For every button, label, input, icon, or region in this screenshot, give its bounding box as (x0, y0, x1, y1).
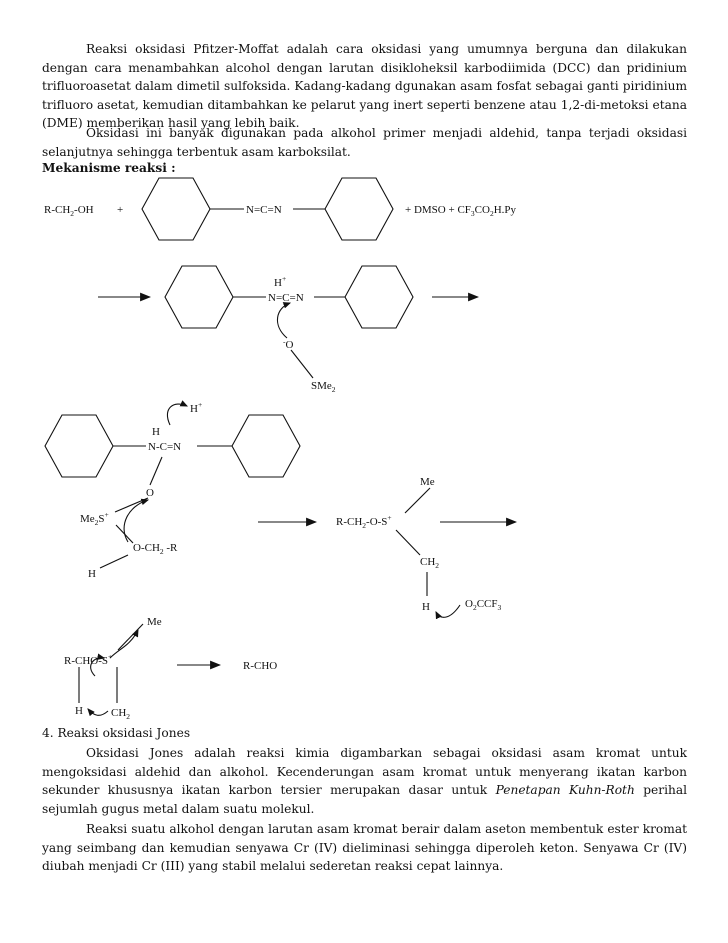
cyclohexyl-ring-5 (45, 415, 113, 477)
alkoxysulfonium-label: $R-CH_2-O-S^+$ (336, 513, 392, 530)
bond-line (405, 488, 430, 513)
methylene-label: $CH_2$ (111, 707, 131, 720)
bond-line (100, 555, 128, 568)
kuhn-roth-term: Penetapan Kuhn-Roth (495, 783, 635, 798)
electron-push-arrow (277, 303, 290, 338)
protonated-carbodiimide-label: N=C=N (268, 292, 304, 304)
reactant-alcohol: $R-CH_2-OH$ (44, 204, 94, 218)
jones-section-title: 4. Reaksi oksidasi Jones (42, 726, 191, 740)
ylide-label: R-CHO-S+ (64, 652, 113, 667)
alkoxy-label: $O-CH_2$ -R (133, 542, 178, 556)
methyl-label: Me (420, 476, 435, 488)
trifluoroacetate-label: $O_2CCF_3$ (465, 598, 502, 612)
mechanism-heading: Mekanisme reaksi : (42, 161, 176, 175)
hydrogen-label: H (152, 426, 160, 438)
reagents-label: + DMSO + $CF_3CO_2H.Py$ (405, 204, 516, 218)
proton-label: H+ (190, 400, 203, 415)
jones-paragraph-1: Oksidasi Jones adalah reaksi kimia digambarkan sebagai oksidasi asam kromat untuk mengoksidasi aldehid dan alkohol. Kecenderungan asam kromat untuk menyerang ikatan karbon sekunder khususnya ikatan karbon tersier merupakan dasar untuk Penetapan Kuhn-Roth perihal sejumlah gugus metal dalam suatu molekul. (42, 746, 687, 816)
hydrogen-label: H (88, 568, 96, 580)
bond-line (150, 457, 162, 485)
jones-paragraph-2: Reaksi suatu alkohol dengan larutan asam kromat berair dalam aseton membentuk ester kromat yang seimbang dan kemudian senyawa Cr (IV) dieliminasi sehingga diperoleh keton. Senyawa Cr (IV) diubah menjadi Cr (III) yang stabil melalui sederetan reaksi cepat lainnya. (42, 822, 687, 874)
sulfonium-label: $Me_2S^+$ (80, 510, 109, 527)
pfitzer-paragraph-1: Reaksi oksidasi Pfitzer-Moffat adalah cara oksidasi yang umumnya berguna dan dilakukan dengan cara menambahkan alcohol dengan larutan disikloheksil karbodiimida (DCC) dan pridinium trifluoroasetat dalam dimetil sulfoksida. Kadang-kadang dgunakan asam fosfat sebagai ganti piridinium trifluoro asetat, kemudian ditambahkan ke pelarut yang inert seperti benzene atau 1,2-di-metoksi etana (DME) memberikan hasil yang lebih baik. (42, 42, 687, 131)
proton-label: H+ (274, 274, 287, 289)
carbodiimide-label: N=C=N (246, 204, 282, 216)
electron-push-arrow (167, 404, 187, 425)
hydrogen-label: H (422, 601, 430, 613)
bond-line (291, 350, 313, 378)
cyclohexyl-ring-4 (345, 266, 413, 328)
isourea-label: N-C=N (148, 441, 182, 453)
methylene-label: $CH_2$ (420, 556, 440, 570)
electron-push-arrow (436, 605, 460, 617)
cyclohexyl-ring-3 (165, 266, 233, 328)
plus-sign: + (117, 204, 124, 216)
bond-line (118, 624, 143, 650)
pfitzer-paragraph-2: Oksidasi ini banyak digunakan pada alkohol primer menjadi aldehid, tanpa terjadi oksidasi selanjutnya sehingga terbentuk asam karboksilat. (42, 126, 687, 159)
cyclohexyl-ring-2 (325, 178, 393, 240)
cyclohexyl-ring-6 (232, 415, 300, 477)
sme2-label: SMe$_2$ (311, 380, 336, 394)
electron-push-arrow (88, 709, 108, 715)
aldehyde-product-label: R-CHO (243, 660, 278, 672)
cyclohexyl-ring-1 (142, 178, 210, 240)
oxygen-label: O (146, 487, 154, 499)
hydrogen-label: H (75, 705, 83, 717)
alkoxide-oxygen-label: -O (283, 337, 294, 351)
methyl-label: Me (147, 616, 162, 628)
bond-line (396, 530, 420, 555)
